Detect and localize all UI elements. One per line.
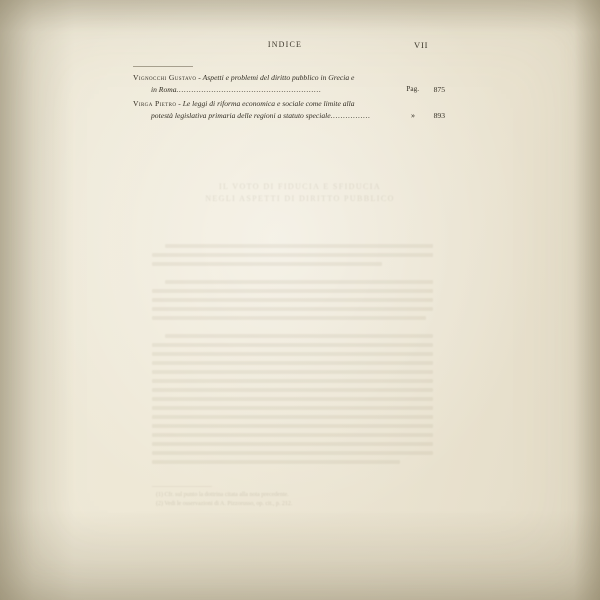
toc-entry-leaders: ................	[330, 110, 371, 120]
toc-entry-title-line2: potestà legislativa primaria delle regioni a statuto speciale	[151, 110, 331, 120]
toc-entry-title-line1: Aspetti e problemi del diritto pubblico in Grecia e	[202, 73, 355, 82]
table-of-contents	[133, 66, 445, 124]
showthrough-title-line1: IL VOTO DI FIDUCIA E SFIDUCIA	[218, 182, 381, 191]
toc-entry-page-number: 875	[433, 84, 445, 94]
toc-entry	[133, 98, 445, 121]
toc-entry-page-label: Pag.	[406, 84, 419, 93]
showthrough-footnote-2: (2) Vedi le osservazioni di A. Pizzorusso, op. cit., p. 212.	[156, 501, 293, 507]
toc-entry-title-line2: in Roma	[151, 84, 177, 94]
toc-entry-separator: -	[176, 99, 183, 108]
toc-entry-author: Virga Pietro	[133, 99, 177, 108]
running-head: INDICE	[267, 40, 303, 49]
page-folio-number: VII	[414, 40, 429, 50]
toc-entry-title-line1: Le leggi di riforma economica e sociale come limite alla	[182, 99, 355, 108]
toc-entry-author: Vignocchi Gustavo	[133, 73, 197, 82]
showthrough-title-line2: NEGLI ASPETTI DI DIRITTO PUBBLICO	[205, 194, 395, 203]
toc-divider-rule	[133, 66, 193, 67]
showthrough-footnote-1: (1) Cfr. sul punto la dottrina citata alla nota precedente.	[156, 492, 289, 498]
toc-entry	[133, 72, 445, 95]
toc-entry-leaders: ..........................................................	[176, 84, 322, 94]
toc-entry-page-label: »	[411, 110, 415, 120]
toc-entry-separator: -	[196, 73, 203, 82]
toc-entry-page-number: 893	[433, 110, 445, 120]
